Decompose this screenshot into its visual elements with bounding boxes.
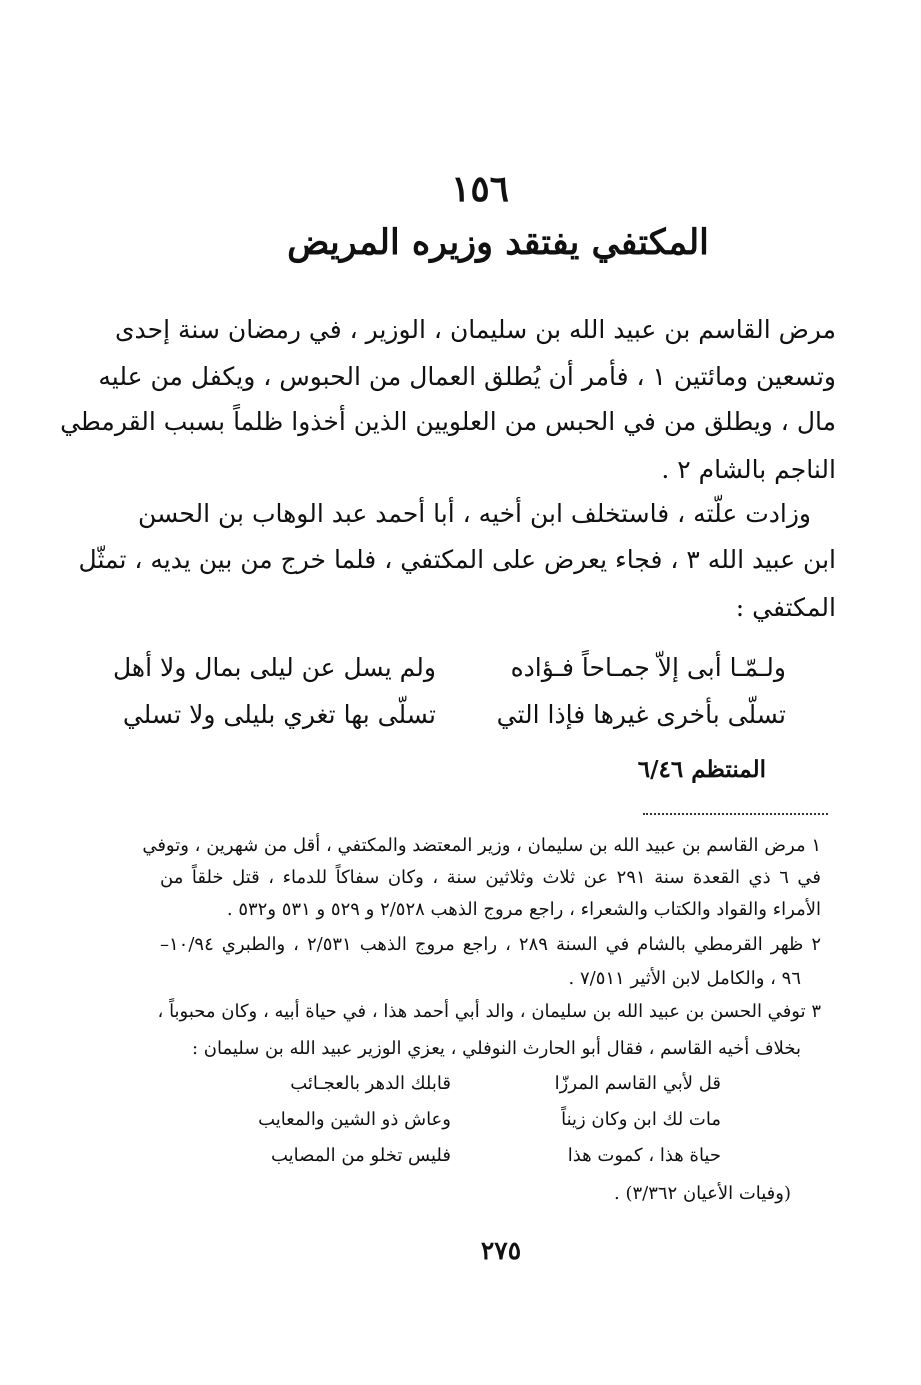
verse-hemistich: ولم يسل عن ليلى بمال ولا أهل <box>112 653 436 682</box>
footnote-line: ٣ توفي الحسن بن عبيد الله بن سليمان ، والد أبي أحمد هذا ، في حياة أبيه ، وكان محبوباً ، <box>157 1001 821 1022</box>
body-line: مال ، ويطلق من في الحبس من العلويين الذين أخذوا ظلماً بسبب القرمطي <box>60 407 836 436</box>
body-line: مرض القاسم بن عبيد الله بن سليمان ، الوزير ، في رمضان سنة إحدى <box>114 315 836 344</box>
page-number: ٢٧٥ <box>480 1236 522 1265</box>
verse-hemistich: تسلّى بأخرى غيرها فإذا التي <box>496 700 786 729</box>
footnote-divider <box>643 813 828 815</box>
footnote-verse-hemistich: وعاش ذو الشين والمعايب <box>258 1109 451 1130</box>
anecdote-title: المكتفي يفتقد وزيره المريض <box>287 222 709 263</box>
body-line: وزادت علّته ، فاستخلف ابن أخيه ، أبا أحمد عبد الوهاب بن الحسن <box>138 499 811 528</box>
footnote-verse-hemistich: حياة هذا ، كموت هذا <box>567 1145 721 1166</box>
anecdote-number: ١٥٦ <box>450 168 509 210</box>
body-line: الناجم بالشام ٢ . <box>661 455 836 484</box>
footnote-line: ٩٦ ، والكامل لابن الأثير ٧/٥١١ . <box>568 968 801 989</box>
footnote-line: بخلاف أخيه القاسم ، فقال أبو الحارث النوفلي ، يعزي الوزير عبيد الله بن سليمان : <box>191 1038 801 1059</box>
footnote-verse-hemistich: قابلك الدهر بالعجـائب <box>290 1073 451 1094</box>
verse-hemistich: ولـمّـا أبى إلاّ جمـاحاً فـؤاده <box>510 653 786 682</box>
footnote-verse-hemistich: قل لأبي القاسم المرزّا <box>554 1073 721 1094</box>
footnote-source: (وفيات الأعيان ٣/٣٦٢) . <box>614 1183 791 1204</box>
verse-hemistich: تسلّى بها تغري بليلى ولا تسلي <box>122 700 436 729</box>
footnote-line: ١ مرض القاسم بن عبيد الله بن سليمان ، وزير المعتضد والمكتفي ، أقل من شهرين ، وتوفي <box>142 835 821 856</box>
footnote-line: في ٦ ذي القعدة سنة ٢٩١ عن ثلاث وثلاثين سنة ، وكان سفاكاً للدماء ، قتل خلقاً من <box>160 867 821 888</box>
source-citation: المنتظم ٦/٤٦ <box>637 756 766 783</box>
footnote-line: ٢ ظهر القرمطي بالشام في السنة ٢٨٩ ، راجع مروج الذهب ٢/٥٣١ ، والطبري ١٠/٩٤– <box>160 934 821 955</box>
body-line: المكتفي : <box>735 593 836 622</box>
footnote-line: الأمراء والقواد والكتاب والشعراء ، راجع مروج الذهب ٢/٥٢٨ و ٥٢٩ و ٥٣١ و٥٣٢ . <box>226 899 821 920</box>
body-line: وتسعين ومائتين ١ ، فأمر أن يُطلق العمال من الحبوس ، ويكفل من عليه <box>98 362 836 391</box>
footnote-verse-hemistich: فليس تخلو من المصايب <box>270 1145 451 1166</box>
footnote-verse-hemistich: مات لك ابن وكان زيناً <box>561 1109 721 1130</box>
body-line: ابن عبيد الله ٣ ، فجاء يعرض على المكتفي ، فلما خرج من بين يديه ، تمثّل <box>78 545 836 574</box>
